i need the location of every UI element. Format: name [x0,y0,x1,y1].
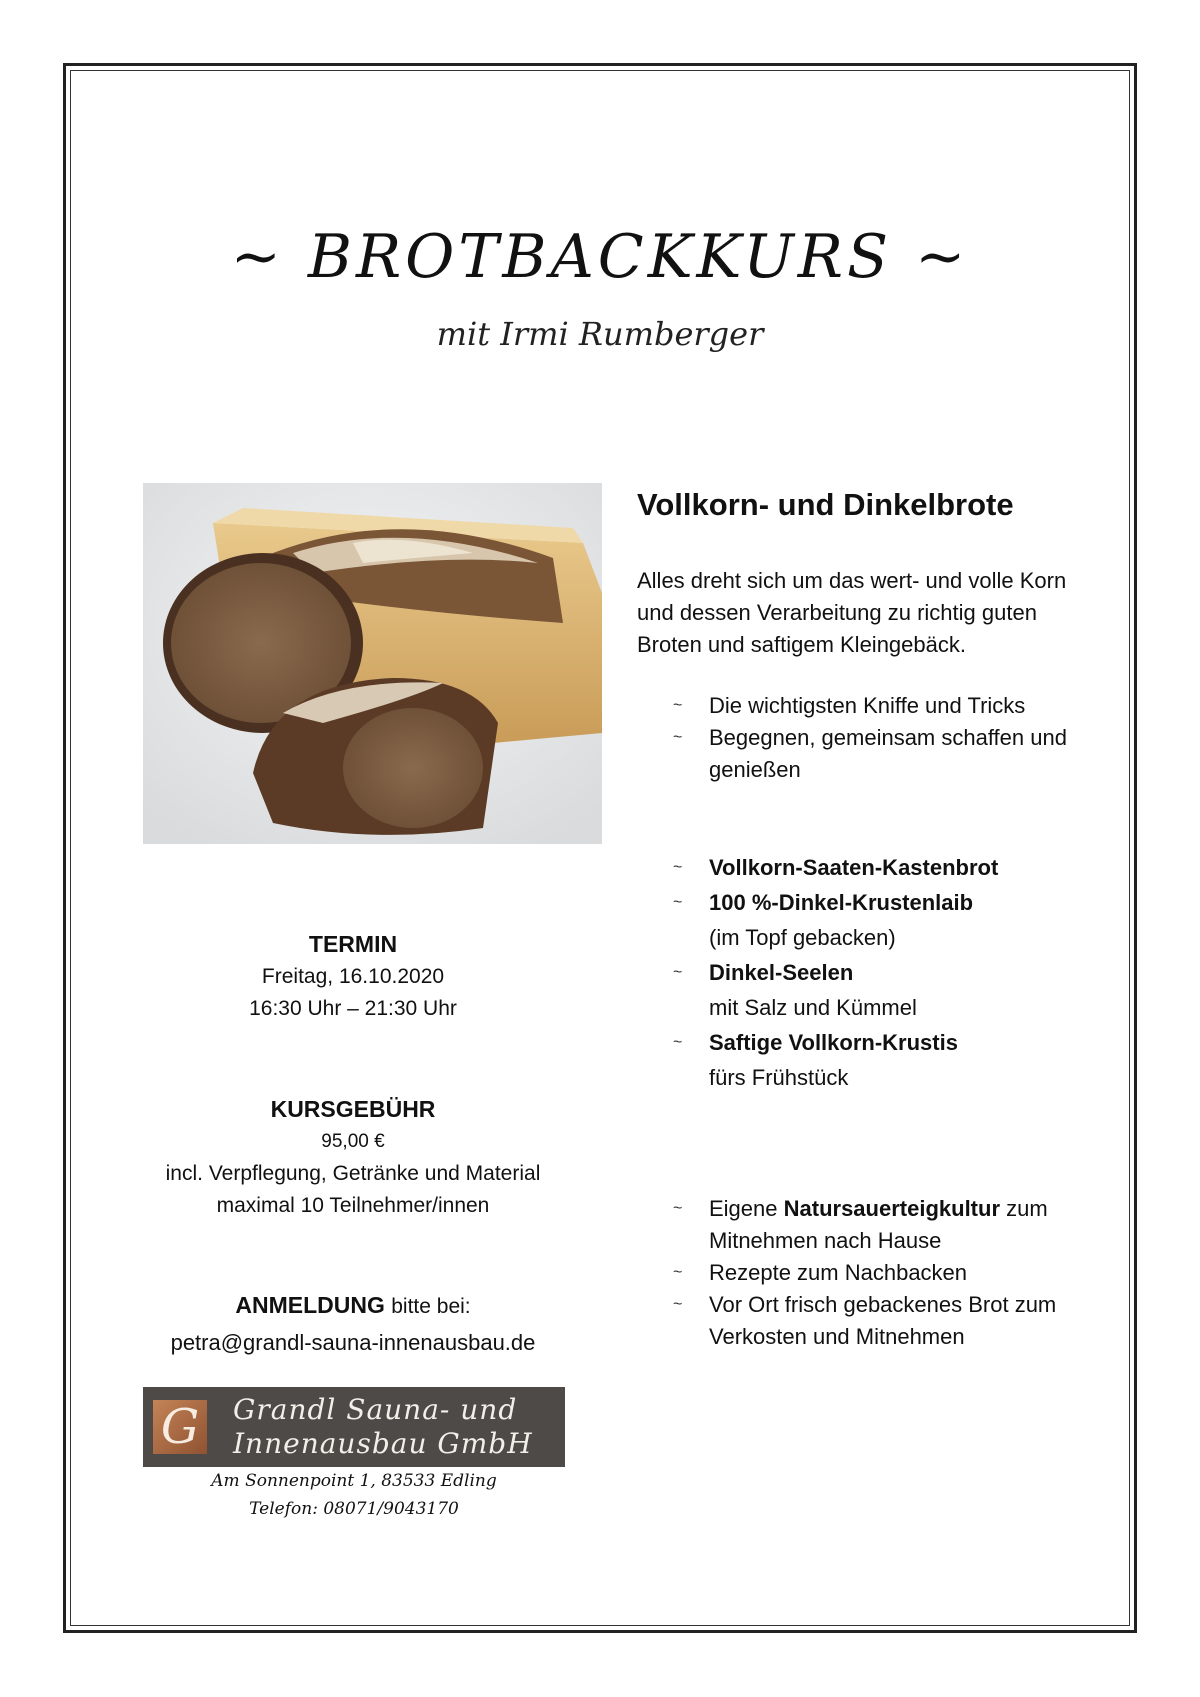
termin-block [143,927,563,1025]
termin-heading: TERMIN [308,931,398,957]
list-item: ~ Dinkel-Seelen mit Salz und Kümmel [673,955,1093,1025]
breads-list [673,850,1093,1095]
course-heading: Vollkorn- und Dinkelbrote [637,487,1014,522]
fee-block [143,1092,563,1222]
list-item: ~ Eigene Natursauerteigkultur zum Mitnehmen nach Hause [673,1193,1093,1257]
extras-list [673,1193,1093,1353]
list-item: ~ Begegnen, gemeinsam schaffen und genießen [673,722,1093,786]
tilde-bullet-icon: ~ [673,859,683,876]
list-item: ~ Saftige Vollkorn-Krustis fürs Frühstück [673,1025,1093,1095]
tilde-bullet-icon: ~ [673,729,683,746]
fee-heading: KURSGEBÜHR [270,1096,436,1122]
tilde-bullet-icon: ~ [673,1264,683,1281]
tilde-bullet-icon: ~ [673,894,683,911]
company-contact [143,1467,565,1523]
anmeldung-heading: ANMELDUNG [235,1292,385,1318]
list-item: ~ Vollkorn-Saaten-Kastenbrot [673,850,1093,885]
company-name-line2: Innenausbau GmbH [233,1427,533,1460]
fee-price: 95,00 € [321,1131,385,1152]
tilde-bullet-icon: ~ [673,697,683,714]
list-item: ~ 100 %-Dinkel-Krustenlaib (im Topf gebacken) [673,885,1093,955]
tilde-bullet-icon: ~ [673,1296,683,1313]
tilde-bullet-icon: ~ [673,1034,683,1051]
course-intro: Alles dreht sich um das wert- und volle Korn und dessen Verarbeitung zu richtig guten Broten und saftigem Kleingebäck. [637,568,1067,657]
company-phone: Telefon: 08071/9043170 [249,1499,459,1519]
fee-max-participants: maximal 10 Teilnehmer/innen [216,1194,490,1217]
list-item: ~ Rezepte zum Nachbacken [673,1257,1093,1289]
bread-photo [143,483,602,844]
company-name-line1: Grandl Sauna- und [233,1393,518,1426]
page-subtitle: mit Irmi Rumberger [436,315,764,353]
tilde-bullet-icon: ~ [673,1200,683,1217]
termin-time: 16:30 Uhr – 21:30 Uhr [249,997,457,1020]
list-item: ~ Die wichtigsten Kniffe und Tricks [673,690,1093,722]
bread-illustration [143,483,602,844]
fee-includes: incl. Verpflegung, Getränke und Material [165,1162,541,1185]
tilde-bullet-icon: ~ [673,964,683,981]
anmeldung-email-link[interactable]: petra@grandl-sauna-innenausbau.de [170,1330,536,1355]
company-address: Am Sonnenpoint 1, 83533 Edling [211,1471,497,1491]
highlights-list [673,690,1093,786]
termin-date: Freitag, 16.10.2020 [261,965,445,988]
list-item: ~ Vor Ort frisch gebackenes Brot zum Verkosten und Mitnehmen [673,1289,1093,1353]
anmeldung-suffix: bitte bei: [391,1295,471,1318]
anmeldung-block [143,1287,563,1361]
g-logo-icon: G [153,1400,207,1454]
page-title: ~ BROTBACKKURS ~ [230,222,970,292]
company-logo [143,1387,565,1467]
